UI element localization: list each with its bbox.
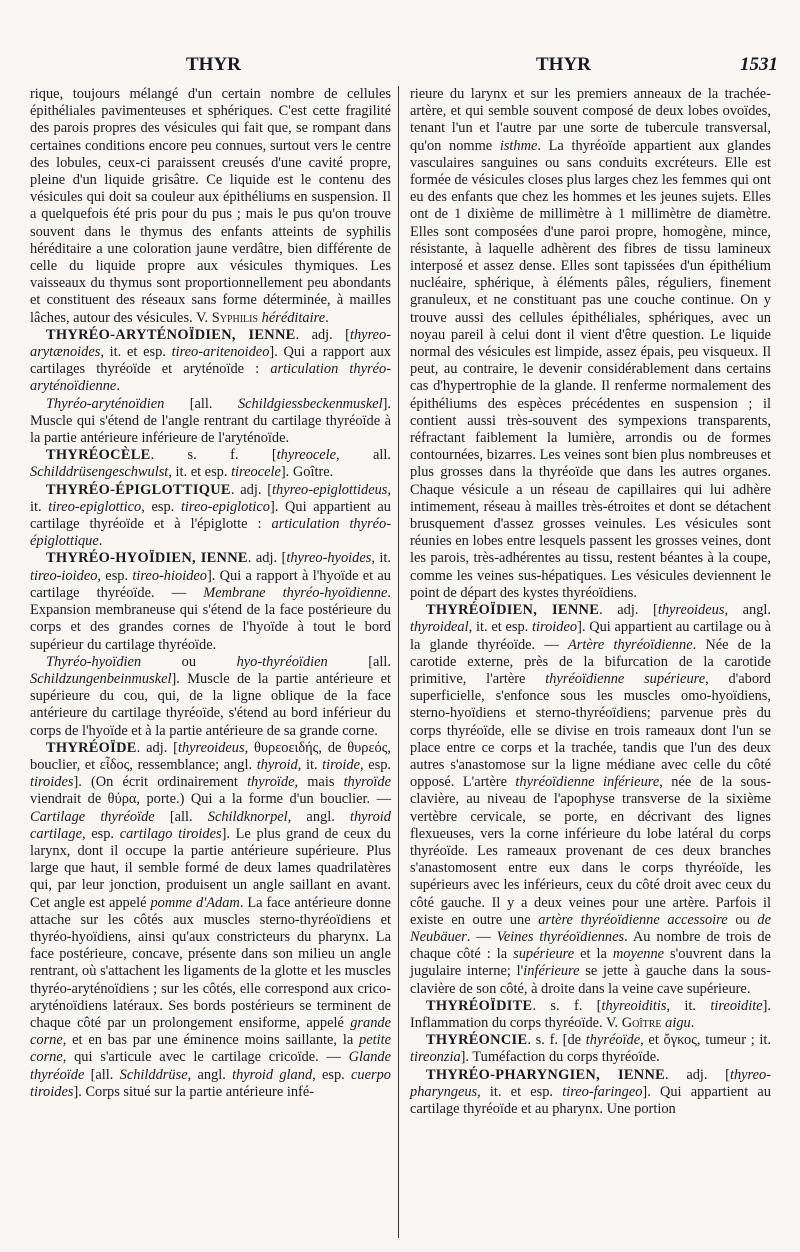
text-run: . Née de la carotide externe, près de la bifurcation de la carotide primitive, l'artère (410, 636, 771, 687)
text-run: thyreoideus (657, 602, 725, 619)
text-run: artère thyréoïdienne accessoire (538, 911, 728, 928)
entry-headword: THYRÉO-ÉPIGLOTTIQUE (46, 481, 231, 498)
right-paragraph (410, 602, 771, 998)
text-run: , all. (336, 447, 391, 464)
left-paragraph (30, 327, 391, 396)
right-column (410, 86, 771, 1118)
text-run: , esp. (97, 567, 133, 584)
text-run: . La face antérieure donne attache sur les côtés aux muscles sterno-thyréoïdiens et thyréo-hyoïdiens, ainsi qu'aux constricteurs du pharynx. La face postérieure, concave, présente dans son milieu un angle rentrant, où s'attachent les ligaments de la glotte et les muscles thyréo-aryténoïdiens ; sur les côtés, elle correspond aux crico-aryténoïdiens latéraux. Ses bords postérieurs se terminent de chaque côté par un prolongement ensiforme, appelé (30, 894, 391, 1031)
text-run: . s. f. [ (532, 997, 602, 1014)
text-run: . (98, 533, 103, 550)
text-run: thyreoideus (177, 739, 245, 756)
entry-headword: THYRÉONCIE (426, 1032, 528, 1049)
text-run: tireoidite (710, 997, 763, 1014)
text-run: pomme d'Adam (150, 894, 240, 911)
text-run: ]. Tuméfaction du corps thyréoïde. (460, 1049, 660, 1066)
text-run: [all. (154, 808, 208, 825)
text-run: ]. Qui a rapport aux cartilages thyréoïde et aryténoïde : (30, 344, 391, 378)
text-run: ]. Qui appartient au cartilage thyréoïde et au pharynx. Une portion (410, 1083, 772, 1117)
text-run: . (690, 1014, 695, 1031)
text-run: cartilago tiroides (119, 825, 222, 842)
text-run: Veines thyréoïdiennes (496, 928, 625, 945)
text-run: Membrane thyréo-hyoïdienne (203, 584, 388, 601)
text-run: , et ὄγκος, tumeur ; it. (640, 1032, 771, 1049)
text-run: , it. (666, 997, 711, 1014)
text-run: tireo-aritenoideo (171, 344, 270, 361)
text-run: , esp. (81, 825, 120, 842)
text-run: ]. Corps situé sur la partie antérieure infé- (73, 1083, 315, 1100)
text-run: ou (141, 653, 237, 670)
text-run: . adj. [ (599, 602, 658, 619)
header-left-title: THYR (186, 54, 241, 75)
text-run: ]. Inflammation du corps thyréoïde. V. (410, 997, 771, 1031)
text-run: ]. Qui appartient au cartilage thyréoïde et à l'épiglotte : (30, 498, 391, 533)
right-paragraph (410, 1067, 771, 1119)
text-run: , esp. (141, 498, 181, 515)
text-run: . Au nombre de trois de chaque côté : la (410, 928, 771, 963)
text-run: inférieure (523, 963, 580, 980)
text-run: thyroideal (410, 619, 469, 636)
text-run: Thyréo-aryténoïdien (46, 395, 165, 412)
text-run: thyroid (256, 756, 298, 773)
text-run: , it. et esp. (477, 1083, 563, 1100)
text-run: héréditaire (261, 309, 326, 326)
text-run: . adj. [ (295, 326, 350, 343)
text-run: thyroid gland (232, 1066, 313, 1083)
text-run: , it. (30, 481, 391, 515)
text-run: , née de la sous-clavière, au niveau de l'apophyse transverse de la sixième vertèbre cervicale, se porte, en décrivant des lignes flexueuses, vers la corne inférieure du lobe latéral du corps thyréoïde. Les rameaux provenant de ces deux branches s'anastomosent entre eux dans le corps thyréoïde, les supérieurs avec les inférieurs, ceux du côté droit avec ceux du côté gauche. Il y a deux veines pour une artère. Parfois il existe en outre une (410, 774, 771, 928)
text-run: . s. f. [ (150, 447, 277, 464)
text-run: tireo-ioideo (30, 567, 98, 584)
text-run: Thyréo-hyoïdien (46, 653, 142, 670)
text-run: Schildgiessbeckenmuskel (237, 395, 383, 412)
text-run: Cartilage thyréoïde (30, 808, 155, 825)
text-run: tiroide (322, 756, 360, 773)
text-run: ]. Muscle qui s'étend de l'angle rentrant du cartilage thyréoïde à la partie antérieure inférieure de l'aryténoïde. (30, 395, 391, 447)
text-run: , θυρεοειδής, de θυρεός, bouclier, et εἶδος, ressemblance; angl. (30, 739, 391, 773)
text-run: articulation thyréo-épiglottique (30, 516, 391, 550)
text-run: ]. Qui appartient au cartilage ou à la glande thyréoïde. — (410, 619, 771, 653)
text-run: articulation thyréo-aryténoïdienne (30, 361, 391, 395)
text-run: , esp. (360, 756, 391, 773)
text-run: tireocele (231, 464, 281, 481)
text-run: cuerpo tiroides (30, 1066, 392, 1100)
entry-headword: THYRÉO-ARYTÉNOÏDIEN, IENNE (46, 326, 296, 343)
text-run: Schildzungenbeinmuskel (30, 670, 172, 687)
text-run: [all. (327, 653, 391, 670)
text-run: ]. Le plus grand de ceux du larynx, dont il occupe la partie antérieure supérieure. Plus large que haut, il semble formé de deux lames quadrilatères qui, par leur jonction, produisent un angle saillant en avant. Cet angle est appelé (30, 825, 392, 911)
right-paragraph (410, 1032, 771, 1066)
text-run: Artère thyréoïdienne (568, 636, 693, 653)
text-run: rieure du larynx et sur les premiers anneaux de la trachée-artère, et qui semble souvent composé de deux lobes ovoïdes, tenant l'un et l'autre par une sorte de tubercule transversal, qu'on nomme (410, 86, 771, 154)
text-run: , angl. (187, 1066, 233, 1083)
left-paragraph (30, 447, 391, 481)
left-paragraph (30, 654, 391, 740)
text-run: isthme (499, 137, 538, 154)
text-run: grande corne (30, 1014, 391, 1049)
text-run: Syphilis (211, 309, 259, 326)
text-run: thyroïde (343, 774, 391, 791)
left-column (30, 86, 391, 1101)
text-run: [all. (164, 395, 238, 412)
left-paragraph (30, 740, 391, 1101)
text-run: , it. (297, 756, 323, 773)
text-run: , angl. (287, 808, 350, 825)
text-run: tiroides (30, 774, 74, 791)
text-run: petite corne (30, 1032, 391, 1066)
text-run: . La thyréoïde appartient aux glandes vasculaires sanguines ou sans conduits excréteurs. Elle est formée de vésicules closes plus larges chez les femmes qui ont eu des enfants que chez les hommes et les jeunes sujets. Elles ont de 1 dixième de millimètre à 1 millimètre de diamètre. Elles sont composées d'une paroi propre, homogène, mince, résistante, à laquelle adhèrent des fibres de tissu lamineux interposé et assez dense. Elles sont tapissées d'un épithélium nucléaire, sphérique, à éléments pâles, réguliers, finement granuleux, et ne constituant pas une couche continue. On y trouve aussi des cellules épithéliales, sphériques, avec un noyau pareil à celui dont il vient d'être question. Le liquide normal des vésicules est limpide, assez épais, peu visqueux. Il peut, au contraire, le devenir considérablement dans certains cas d'hypertrophie de la glande. Il renferme normalement des épithéliums des espèces précédentes en suspension ; il contient aussi très-souvent des sympexions transparents, réfractant faiblement la lumière, arrondis ou de formes contournées, bizarres. Les veines sont bien plus nombreuses et plus grosses dans la thyréoïde que dans les autres organes. Chaque vésicule a un réseau de capillaires qui lui adhère intimement, réseau à mailles très-étroites et dont se détachent brusquement d'assez grosses veinules. Les vésicules sont réunies en lobes entre lesquels passent les grosses veines, dont les parois, très-adhérentes au tissu, restent béantes à la coupe, comme les veines sus-hépatiques. Les vésicules deviennent le point de départ des kystes thyréoïdiens. (410, 137, 771, 601)
text-run: tireo-epiglottico (48, 498, 142, 515)
text-run: ]. Qui a rapport à l'hyoïde et au cartilage thyréoïde. — (30, 567, 392, 601)
text-run: aigu (665, 1014, 691, 1031)
text-run: ]. (On écrit ordinairement (73, 774, 248, 791)
text-run: tireo-epiglotico (180, 498, 270, 515)
text-run: . — (466, 928, 497, 945)
text-run: . adj. [ (136, 739, 178, 756)
text-run: hyo-thyréoïdien (236, 653, 328, 670)
text-run: thyreo-pharyngeus (410, 1066, 771, 1100)
entry-headword: THYRÉOÏDIEN, IENNE (426, 602, 600, 619)
text-run: . Expansion membraneuse qui s'étend de la face postérieure du corps et des grandes cornes de l'hyoïde à tout le bord supérieur du cartilage thyréoïde. (30, 584, 391, 653)
text-run: moyenne (612, 946, 665, 963)
text-run: thyréoïdienne inférieure (515, 774, 660, 791)
text-run: thyréoïdienne supérieure (545, 670, 706, 687)
text-run: de Neubäuer (410, 911, 772, 945)
running-header (0, 54, 800, 80)
text-run: s'ouvrent dans la jugulaire interne; l' (410, 946, 771, 980)
text-run: Goître (621, 1014, 662, 1031)
text-run: . s. f. [de (527, 1032, 586, 1049)
right-paragraph (410, 86, 771, 602)
text-run: tiroideo (532, 619, 578, 636)
text-run: , qui s'articule avec le cartilage cricoïde. — (62, 1049, 349, 1066)
entry-headword: THYRÉO-PHARYNGIEN, IENNE (426, 1066, 666, 1083)
text-run: . adj. [ (230, 481, 273, 498)
entry-headword: THYRÉOCÈLE (46, 447, 151, 464)
header-right-title: THYR (536, 54, 591, 75)
text-run: Glande thyréoïde (30, 1049, 391, 1083)
text-run: thyreo-epiglottideus (272, 481, 388, 498)
text-run: thyreoiditis (601, 997, 667, 1014)
text-run: ]. Goître. (280, 464, 334, 481)
text-run: thyroid cartilage (30, 808, 392, 842)
text-run: . (116, 378, 120, 395)
text-run: , angl. (724, 602, 771, 619)
text-run: , et en bas par une éminence moins saillante, la (62, 1032, 360, 1049)
text-run: tireo-hioideo (132, 567, 207, 584)
left-paragraph (30, 396, 391, 448)
text-run: viendrait de θύρα, porte.) Qui a la forme d'un bouclier. — (30, 791, 391, 808)
left-paragraph (30, 86, 391, 327)
text-run: et la (574, 946, 613, 963)
text-run: Schilddrüsengeschwulst (30, 464, 169, 481)
text-run: Schilddrüse (119, 1066, 188, 1083)
entry-headword: THYRÉOÏDITE (426, 997, 533, 1014)
text-run: supérieure (513, 946, 575, 963)
text-run: tireonzia (410, 1049, 461, 1066)
text-run: , it. (371, 550, 392, 567)
text-run: se jette à gauche dans la sous-clavière de son côté, à droite dans la veine cave supérieure. (410, 963, 771, 997)
text-run: ou (727, 911, 758, 928)
text-run: thyréoïde (585, 1032, 641, 1049)
text-run: , esp. (312, 1066, 352, 1083)
right-paragraph (410, 998, 771, 1032)
text-run: . (325, 309, 329, 326)
text-run: rique, toujours mélangé d'un certain nombre de cellules épithéliales pavimenteuses et sphériques. C'est cette fragilité des parois propres des vésicules qui fait que, se rompant dans certaines conditions encore peu connues, surtout vers le centre des lobules, ceux-ci paraissent creusés d'une cavité propre, pleine d'un liquide grisâtre. Ce liquide est le contenu des vésicules qui doit sa couleur aux épithéliums en suspension. Il a quelquefois été pris pour du pus ; mais le pus qu'on trouve souvent dans le thymus des enfants atteints de syphilis héréditaire a une coloration jaune verdâtre, bien différente de celle du liquide propre aux vésicules thymiques. Les vaisseaux du thymus sont proportionnellement peu abondants et constituent des réseaux sans forme déterminée, à mailles lâches, autour des vésicules. V. (30, 86, 391, 326)
text-run: tireo-faringeo (562, 1083, 643, 1100)
text-run: . adj. [ (247, 550, 287, 567)
entry-headword: THYRÉO-HYOÏDIEN, IENNE (46, 550, 248, 567)
text-run: , it. et esp. (468, 619, 533, 636)
text-run: [all. (84, 1066, 120, 1083)
text-run: thyreo-arytænoides (30, 326, 392, 361)
entry-headword: THYRÉOÏDE (46, 739, 137, 756)
text-run: , it. et esp. (100, 344, 172, 361)
text-run: thyroïde (247, 774, 295, 791)
text-run: ]. Muscle de la partie antérieure et supérieure du cou, qui, de la ligne oblique de la face antérieure du cartilage thyréoïde, s'étend au bord inférieur du corps de l'hyoïde et à la partie antérieure de sa grande corne. (30, 670, 391, 739)
left-paragraph (30, 550, 391, 653)
left-paragraph (30, 482, 391, 551)
text-run: , it. et esp. (168, 464, 232, 481)
page-number: 1531 (740, 54, 778, 75)
text-run: thyreo-hyoides (286, 550, 372, 567)
text-run: thyreocele (276, 447, 337, 464)
text-run: Schildknorpel (207, 808, 288, 825)
column-divider (398, 86, 399, 1238)
text-run: , mais (294, 774, 344, 791)
text-run: , d'abord superficielle, s'enfonce sous les muscles omo-hyoïdiens, sterno-hyoïdiens et sterno-thyréoïdiens; parvenue près du corps thyréoïde, elle se divise en trois rameaux dont l'un se place entre ce corps et la trachée, tandis que l'un des deux autres s'anastomose sur la ligne médiane avec celle du côté opposé. L'artère (410, 670, 771, 791)
text-run: . adj. [ (665, 1066, 730, 1083)
